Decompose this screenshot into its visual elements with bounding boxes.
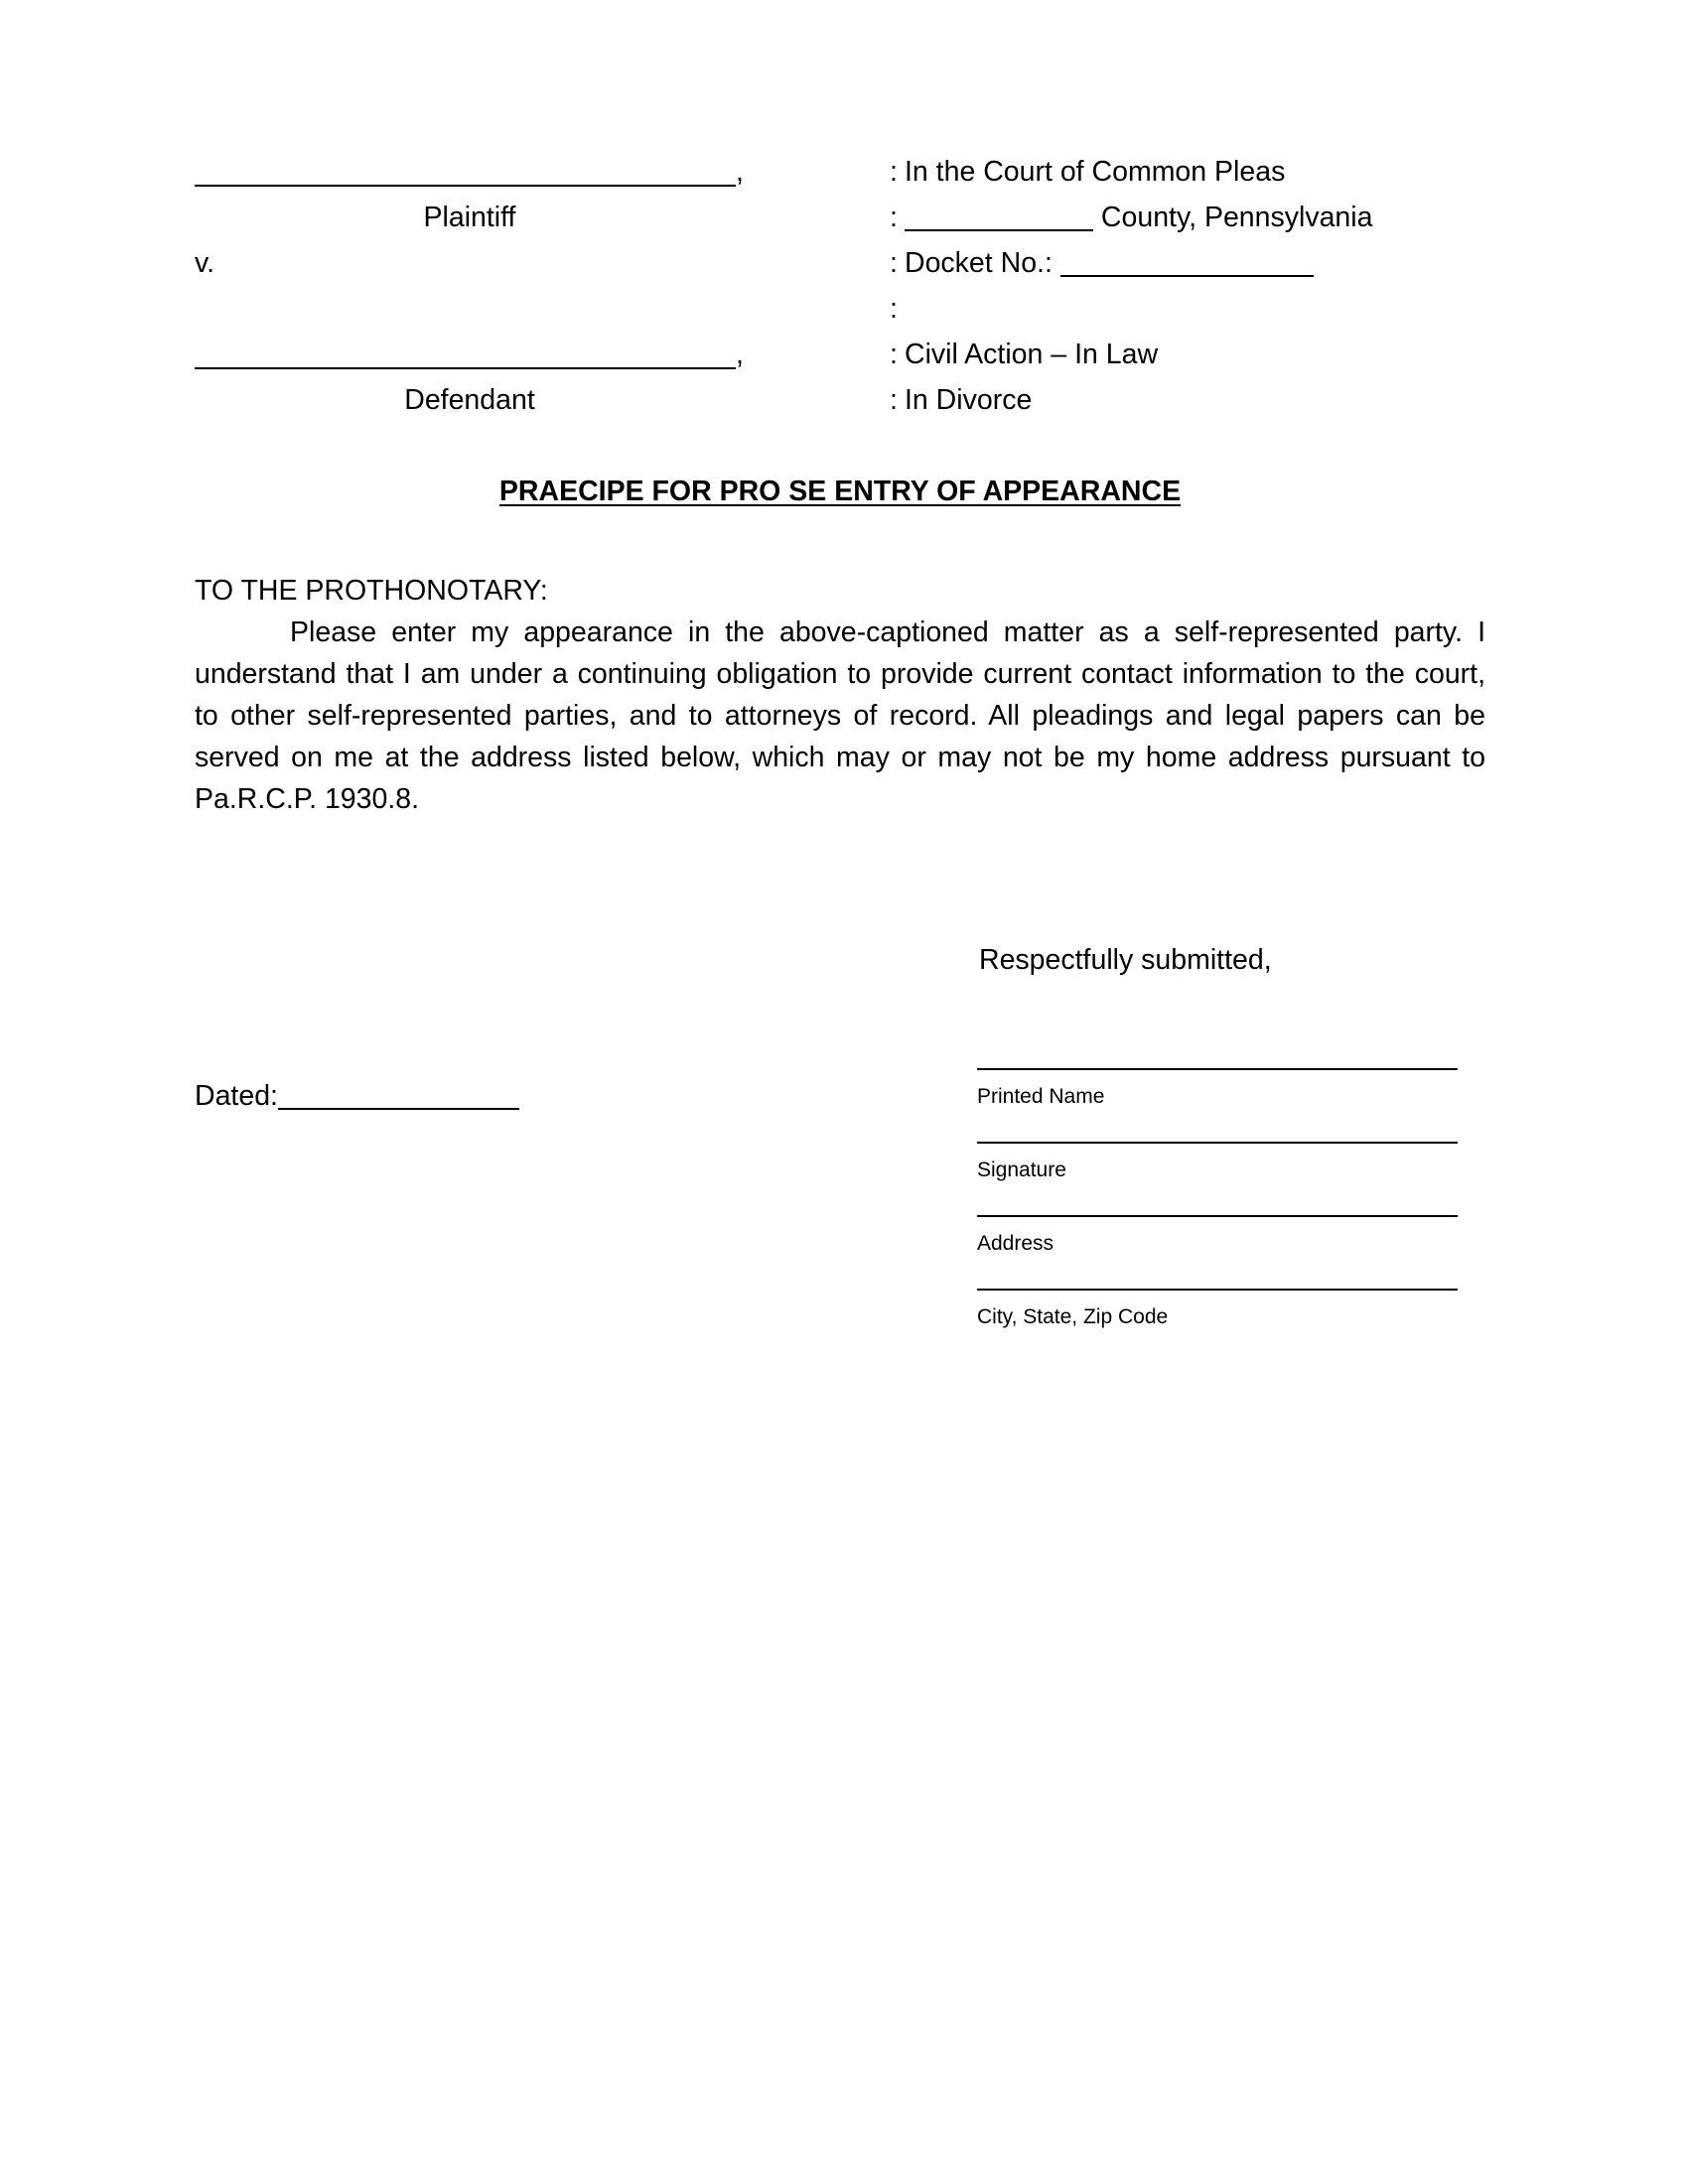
caption-plaintiff-label-cell [195,195,890,240]
caption-row-civil-action [195,332,1485,377]
court-name-text: In the Court of Common Pleas [905,156,1286,188]
address-label: Address [977,1232,1055,1255]
plaintiff-name-blank[interactable] [195,185,736,187]
caption-colon: : [890,339,898,370]
city-state-zip-field [977,1289,1462,1362]
document-content [195,149,1485,1356]
caption-row-court [195,149,1485,195]
defendant-name-blank[interactable] [195,367,736,369]
caption-row-in-divorce [195,377,1485,423]
docket-label: Docket No.: [905,247,1053,279]
in-divorce-text: In Divorce [905,384,1033,416]
city-state-zip-label: City, State, Zip Code [977,1305,1169,1328]
caption-colon: : [890,156,898,188]
caption-colon: : [890,247,898,279]
docket-number-blank[interactable] [1060,275,1314,277]
dated-label: Dated: [195,1080,278,1112]
caption-court-line [890,149,1485,195]
caption-defendant-name-line [195,332,890,377]
printed-name-field [977,1068,1462,1142]
signature-field [977,1142,1462,1215]
county-suffix-text: County, Pennsylvania [1100,202,1373,233]
versus-label: v. [195,247,215,279]
signature-fields [977,1068,1462,1362]
plaintiff-comma: , [736,156,744,188]
signature-label: Signature [977,1159,1066,1181]
body-paragraph: Please enter my appearance in the above-captioned matter as a self-represented party. I understand that I am under a continuing obligation to provide current contact information to the court, to other self-represented parties, and to attorneys of record. All pleadings and legal papers can be served on me at the address listed below, which may or may not be my home address pursuant to Pa.R.C.P. 1930.8. [195,616,1485,815]
defendant-comma: , [736,339,744,370]
caption-defendant-label-cell [195,377,890,423]
caption-row-spacer [195,286,1485,332]
plaintiff-label: Plaintiff [423,202,516,233]
caption-plaintiff-name-line [195,149,890,195]
caption-row-county [195,195,1485,240]
address-field [977,1215,1462,1289]
caption-colon: : [890,384,898,416]
defendant-label: Defendant [404,384,535,416]
caption-colon: : [890,202,898,233]
salutation: TO THE PROTHONOTARY: [195,575,548,607]
civil-action-text: Civil Action – In Law [905,339,1159,370]
caption-in-divorce-line [890,377,1485,423]
caption-row-docket [195,240,1485,286]
signature-block [195,939,1485,1356]
dated-line [195,1075,519,1117]
county-blank[interactable] [905,229,1093,231]
page-title-text: PRAECIPE FOR PRO SE ENTRY OF APPEARANCE [498,476,1182,507]
dated-blank[interactable] [278,1108,519,1110]
page-title [195,469,1485,514]
respectfully-submitted: Respectfully submitted, [979,944,1272,976]
printed-name-label: Printed Name [977,1085,1105,1108]
caption-versus-cell [195,240,890,286]
case-caption [195,149,1485,423]
caption-civil-action-line [890,332,1485,377]
caption-docket-line [890,240,1485,286]
caption-colon: : [890,293,898,325]
caption-colon-only-line [890,286,1485,332]
caption-empty-cell [195,286,890,332]
caption-county-line [890,195,1485,240]
